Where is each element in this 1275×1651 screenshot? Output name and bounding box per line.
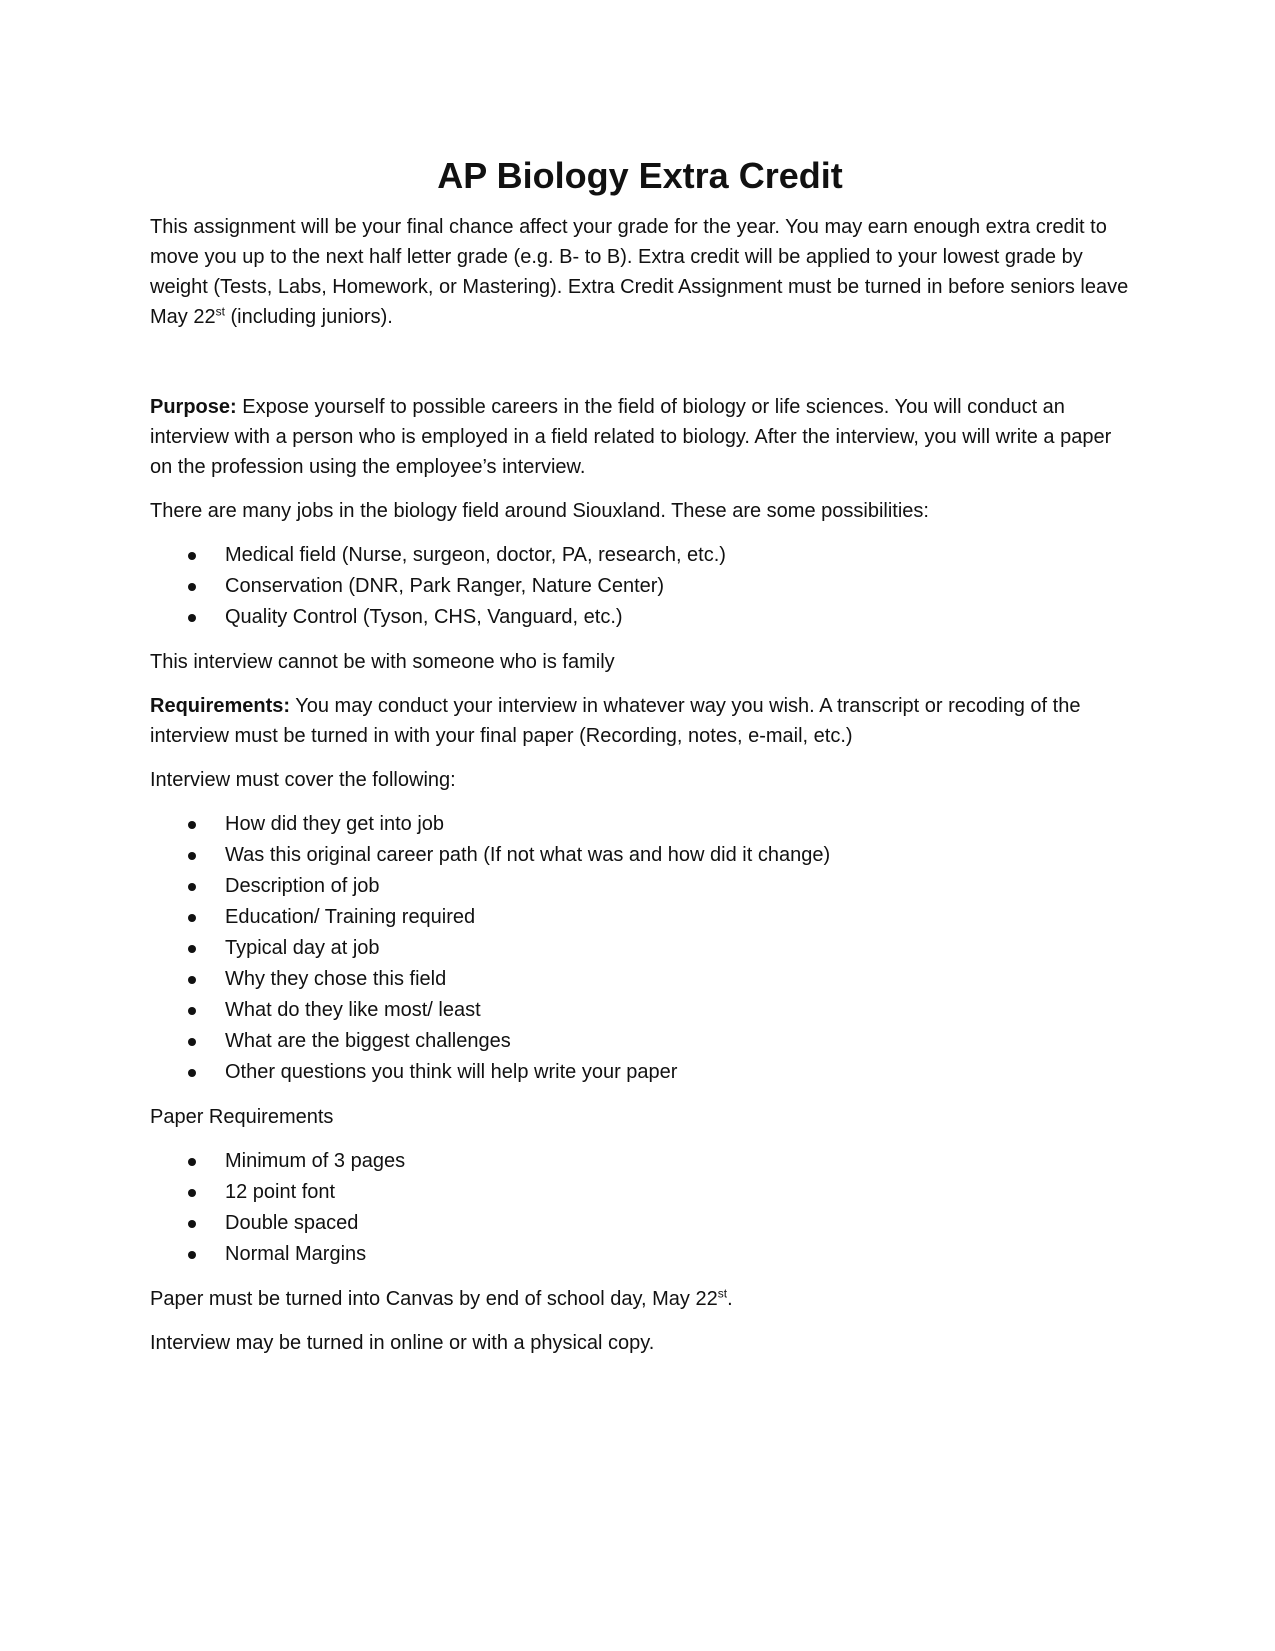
list-item-text: Other questions you think will help write your paper — [225, 1061, 678, 1083]
list-item-text: What do they like most/ least — [225, 999, 481, 1021]
list-item — [150, 964, 1130, 995]
bullet-icon — [188, 552, 196, 560]
list-item-text: How did they get into job — [225, 813, 445, 835]
list-item — [150, 571, 1130, 602]
bullet-icon — [188, 1069, 196, 1077]
list-item — [150, 540, 1130, 571]
list-item — [150, 1146, 1130, 1177]
list-item — [150, 871, 1130, 902]
bullet-icon — [188, 945, 196, 953]
jobs-intro: There are many jobs in the biology field around Siouxland. These are some possibilities: — [150, 500, 929, 522]
deadline-paragraph — [150, 1284, 1130, 1314]
intro-superscript: st — [215, 304, 225, 319]
list-item — [150, 933, 1130, 964]
list-item — [150, 809, 1130, 840]
list-item-text: 12 point font — [225, 1181, 336, 1203]
requirements-text: You may conduct your interview in whatever way you wish. A transcript or recoding of the interview must be turned in with your final paper (Recording, notes, e-mail, etc.) — [150, 695, 1081, 747]
jobs-list — [150, 540, 1130, 633]
purpose-label: Purpose: — [150, 396, 237, 418]
list-item — [150, 1239, 1130, 1270]
deadline-text-end: . — [727, 1288, 733, 1310]
bullet-icon — [188, 583, 196, 591]
bullet-icon — [188, 821, 196, 829]
list-item-text: Quality Control (Tyson, CHS, Vanguard, etc.) — [225, 606, 623, 628]
bullet-icon — [188, 614, 196, 622]
list-item-text: Education/ Training required — [225, 906, 476, 928]
list-item-text: Typical day at job — [225, 937, 380, 959]
list-item-text: Description of job — [225, 875, 380, 897]
list-item-text: What are the biggest challenges — [225, 1030, 511, 1052]
paper-requirements-heading: Paper Requirements — [150, 1106, 334, 1128]
bullet-icon — [188, 914, 196, 922]
interview-intro: Interview must cover the following: — [150, 769, 456, 791]
list-item-text: Minimum of 3 pages — [225, 1150, 406, 1172]
paper-requirements-list — [150, 1146, 1130, 1270]
requirements-paragraph — [150, 691, 1130, 751]
bullet-icon — [188, 852, 196, 860]
bullet-icon — [188, 1220, 196, 1228]
intro-text-end: (including juniors). — [224, 306, 393, 328]
requirements-label: Requirements: — [150, 695, 291, 717]
bullet-icon — [188, 976, 196, 984]
document-body — [150, 150, 1130, 1372]
bullet-icon — [188, 1251, 196, 1259]
list-item — [150, 602, 1130, 633]
interview-list — [150, 809, 1130, 1088]
bullet-icon — [188, 883, 196, 891]
list-item-text: Why they chose this field — [225, 968, 447, 990]
list-item — [150, 995, 1130, 1026]
list-item-text: Normal Margins — [225, 1243, 367, 1265]
bullet-icon — [188, 1189, 196, 1197]
intro-paragraph — [150, 212, 1130, 332]
list-item-text: Was this original career path (If not what was and how did it change) — [225, 844, 831, 866]
deadline-superscript: st — [717, 1286, 728, 1301]
bullet-icon — [188, 1158, 196, 1166]
list-item-text: Conservation (DNR, Park Ranger, Nature Center) — [225, 575, 665, 597]
list-item-text: Double spaced — [225, 1212, 359, 1234]
list-item — [150, 902, 1130, 933]
intro-text: This assignment will be your final chance affect your grade for the year. You may earn enough extra credit to move you up to the next half letter grade (e.g. B- to B). Extra credit will be applied to your lowest grade by weight (Tests, Labs, Homework, or Mastering). Extra Credit Assignment must be turned in before seniors leave May 22 — [150, 216, 1129, 328]
list-item — [150, 1208, 1130, 1239]
purpose-paragraph — [150, 392, 1130, 482]
bullet-icon — [188, 1038, 196, 1046]
interview-submission-note: Interview may be turned in online or with a physical copy. — [150, 1332, 655, 1354]
list-item — [150, 1057, 1130, 1088]
purpose-text: Expose yourself to possible careers in the field of biology or life sciences. You will conduct an interview with a person who is employed in a field related to biology. After the interview, you will write a paper on the profession using the employee’s interview. — [150, 396, 1112, 478]
list-item — [150, 1026, 1130, 1057]
page-title: AP Biology Extra Credit — [437, 155, 843, 196]
list-item — [150, 840, 1130, 871]
list-item — [150, 1177, 1130, 1208]
bullet-icon — [188, 1007, 196, 1015]
deadline-text: Paper must be turned into Canvas by end of school day, May 22 — [150, 1288, 718, 1310]
list-item-text: Medical field (Nurse, surgeon, doctor, PA, research, etc.) — [225, 544, 726, 566]
family-note: This interview cannot be with someone who is family — [150, 651, 615, 673]
